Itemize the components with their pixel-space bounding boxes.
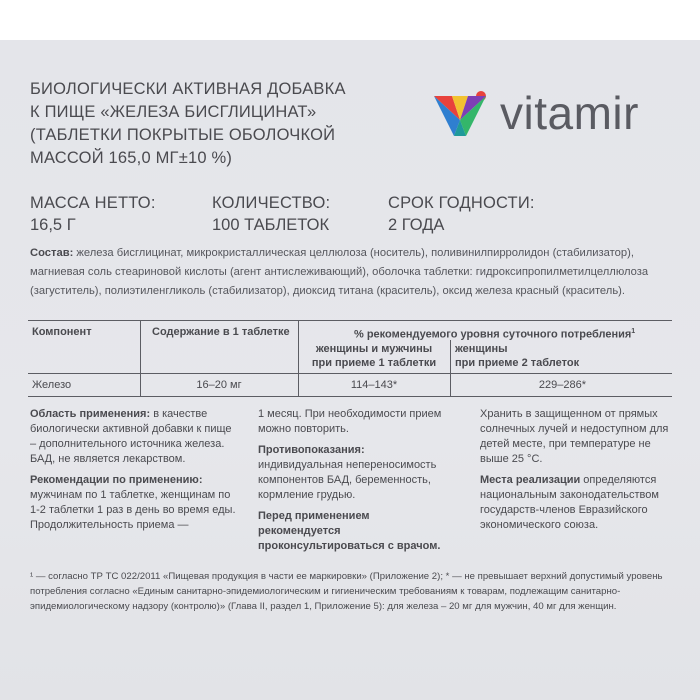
usage-recommendations-text: мужчинам по 1 таблетке, женщинам по 1-2 таблетки 1 раз в день во время еды. Продолжительность приема — [30, 489, 236, 531]
storage-conditions: Хранить в защищенном от прямых солнечных лучей и недоступном для детей месте, при температуре не выше 25 °С. [480, 408, 669, 465]
places-of-sale [480, 473, 678, 533]
title-line: К ПИЩЕ «ЖЕЛЕЗА БИСГЛИЦИНАТ» [30, 103, 317, 121]
subheader-line: при приеме 1 таблетки [311, 357, 437, 369]
not-medicine-note: БАД, не является лекарством. [30, 453, 186, 465]
brand-name: vitamir [500, 87, 639, 139]
contraindications-text: индивидуальная непереносимость компонентов БАД, беременность, кормление грудью. [258, 459, 437, 501]
composition-label: Состав: [30, 247, 74, 259]
contraindications [258, 443, 448, 503]
table-cell-pct-two [450, 378, 672, 392]
table-header-content: Содержание в 1 таблетке [152, 326, 290, 338]
quantity-value: 100 ТАБЛЕТОК [212, 216, 330, 234]
table-cell-pct-one: 114–143* [350, 379, 398, 391]
places-of-sale-label: Места реализации [480, 474, 581, 486]
info-column-left [30, 407, 238, 539]
table-cell-component: Железо [32, 379, 72, 391]
footnote: ¹ — согласно ТР ТС 022/2011 «Пищевая продукция в части ее маркировки» (Приложение 2); * — не превышает верхний допустимый уровень потребления согласно «Единым санитарно-эпидемиологическим и гигиеническим требованиям к товарам, подлежащим санитарно-эпидемиологическому надзору (контролю)» (Глава II, раздел 1, Приложение 5): для железа – 20 мг для мужчин, 40 мг для женщин. [30, 571, 663, 612]
title-line: (ТАБЛЕТКИ ПОКРЫТЫЕ ОБОЛОЧКОЙ [30, 126, 336, 144]
area-of-use-text: в качестве биологически активной добавки к пище – дополнительного источника железа. [30, 408, 232, 450]
usage-recommendations [30, 473, 238, 533]
info-column-middle [258, 407, 448, 560]
table-header-percent [354, 325, 635, 342]
shelf-life-value: 2 ГОДА [388, 216, 445, 234]
shelf-life-label: СРОК ГОДНОСТИ: [388, 194, 535, 212]
area-of-use [30, 407, 238, 467]
pct-two-value: 229–286* [538, 379, 586, 391]
info-column-right [480, 407, 678, 539]
usage-duration-text: 1 месяц. При необходимости прием можно повторить. [258, 408, 442, 435]
table-top-rule [28, 320, 672, 321]
title-line: БИОЛОГИЧЕСКИ АКТИВНАЯ ДОБАВКА [30, 80, 346, 98]
area-of-use-label: Область применения: [30, 408, 151, 420]
table-header-component: Компонент [32, 326, 92, 338]
table-header-percent-text: % рекомендуемого уровня суточного потребления [354, 328, 632, 341]
net-weight-label: МАССА НЕТТО: [30, 194, 156, 212]
contraindications-label: Противопоказания: [258, 444, 365, 456]
subheader-line: женщины и мужчины [315, 343, 433, 355]
subheader-line: женщины [455, 343, 508, 355]
consult-doctor-text: Перед применением рекомендуется проконсультироваться с врачом. [258, 510, 441, 552]
table-bottom-rule [28, 396, 672, 397]
table-header-rule [28, 373, 672, 374]
net-weight-value: 16,5 Г [30, 216, 76, 234]
top-background-strip [0, 0, 700, 40]
subheader-line: при приеме 2 таблеток [455, 357, 580, 369]
usage-recommendations-label: Рекомендации по применению: [30, 474, 203, 486]
table-header-percent-footnote: 1 [631, 328, 636, 335]
composition [30, 244, 680, 301]
vitamir-logo-icon [432, 90, 488, 142]
table-cell-content: 16–20 мг [196, 379, 242, 391]
composition-text: железа бисглицинат, микрокристаллическая целлюлоза (носитель), поливинилпирролидон (стабилизатор), магниевая соль стеариновой кислоты (агент антислеживающий), оболочка таблетки: гидроксипропилметилцеллюлоза (загуститель), полиэтиленгликоль (стабилизатор), диоксид титана (краситель), оксид железа красный (краситель). [30, 247, 649, 297]
quantity-label: КОЛИЧЕСТВО: [212, 194, 331, 212]
table-subheader-one-tablet [300, 342, 448, 370]
title-line: МАССОЙ 165,0 МГ±10 %) [30, 149, 233, 167]
shelf-life [388, 192, 535, 236]
quantity [212, 192, 330, 236]
places-of-sale-text: определяются национальным законодательством государств-членов Евразийского экономического союза. [480, 474, 659, 531]
consult-doctor [258, 509, 448, 554]
table-subheader-two-tablets [455, 342, 579, 370]
product-title [30, 78, 410, 170]
net-weight [30, 192, 156, 236]
